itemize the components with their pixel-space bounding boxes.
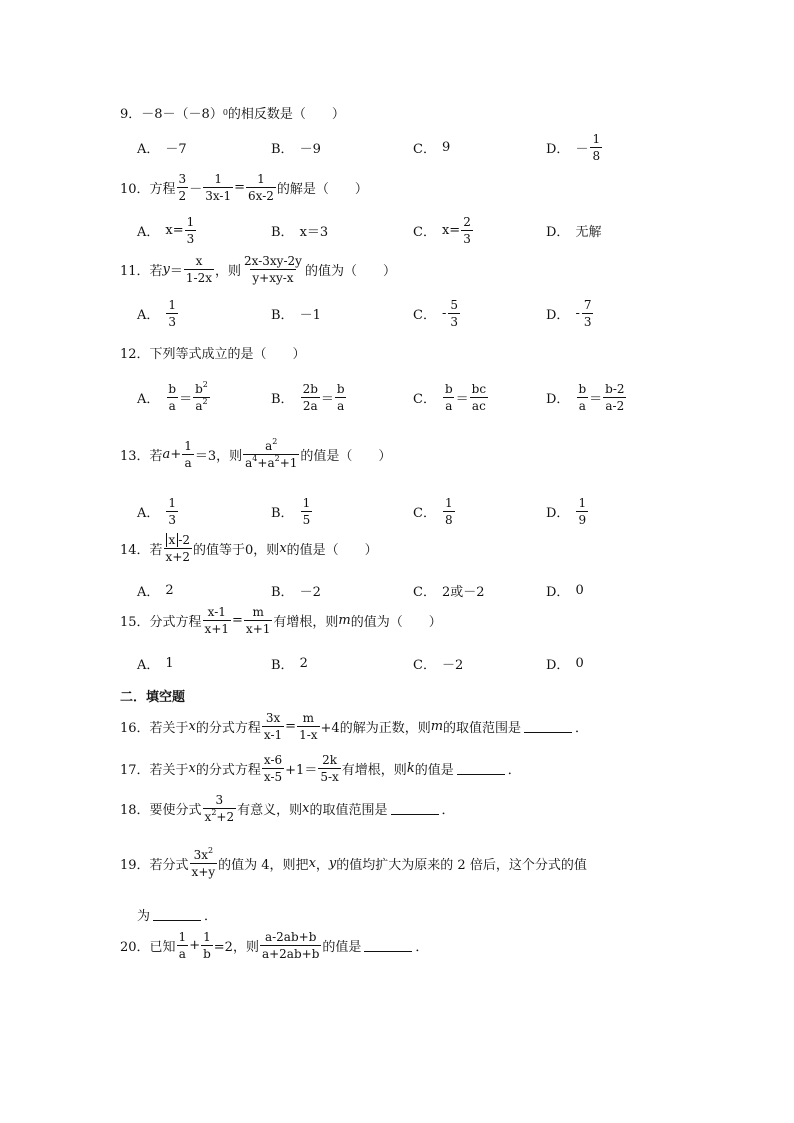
q17-fraction-1	[262, 753, 284, 784]
fraction-numerator: b	[336, 381, 345, 396]
exponent: 2	[208, 846, 214, 855]
q13-equals-3: ＝3，则	[194, 449, 243, 464]
q12-option-c[interactable]	[413, 377, 489, 417]
q11-fraction-2	[242, 254, 304, 285]
option-fraction-right	[335, 382, 347, 413]
q16-mid: 的分式方程	[195, 721, 261, 736]
option-sign: －	[575, 141, 589, 157]
option-value: －2	[441, 657, 464, 673]
option-fraction	[448, 298, 460, 329]
fraction-denominator: 3	[450, 314, 458, 329]
question-10-stem	[120, 172, 368, 203]
option-value: x＝3	[299, 224, 329, 240]
term: +a	[257, 456, 275, 470]
fraction-denominator: 3	[168, 512, 177, 527]
fraction-numerator: m	[252, 605, 264, 619]
fraction-numerator	[192, 848, 216, 863]
fraction-numerator: bc	[471, 381, 487, 396]
fraction-denominator: b	[203, 947, 211, 961]
fraction-numerator: 1	[203, 930, 211, 944]
fraction-numerator	[263, 439, 279, 454]
q18-mid: 有意义，则	[237, 803, 303, 818]
q10-option-b[interactable]	[271, 210, 328, 250]
q15-equals: =	[232, 613, 243, 628]
q17-mid: 的分式方程	[195, 763, 261, 778]
base: b	[195, 381, 203, 396]
q17-plus-one: +1＝	[285, 763, 318, 778]
fraction-numerator: 1	[184, 439, 192, 453]
fraction-denominator: a+2ab+b	[261, 947, 320, 961]
option-fraction	[582, 298, 594, 329]
q20-tail: 的值是	[322, 940, 362, 955]
question-17-stem	[120, 753, 521, 784]
fraction-denominator: 6x-2	[248, 189, 274, 203]
q14-option-d[interactable]	[546, 570, 584, 610]
fraction-denominator: x-5	[263, 770, 283, 784]
fraction-denominator: x-1	[263, 728, 283, 742]
option-fraction-left	[443, 382, 455, 413]
fraction-denominator: 3	[168, 314, 177, 329]
option-fraction-right	[603, 382, 626, 413]
fraction-denominator: 8	[444, 512, 453, 527]
q19-mid: 的值为 4，则把	[218, 858, 309, 873]
fraction-denominator	[203, 808, 237, 824]
q17-var-k: k	[406, 761, 415, 776]
q19-var-y: y	[328, 856, 337, 871]
q9-option-a[interactable]	[137, 127, 187, 167]
fraction-numerator: 1	[168, 495, 177, 510]
question-11-stem	[120, 254, 396, 285]
q20-plus: +	[189, 938, 201, 953]
q13-option-d[interactable]	[546, 491, 589, 531]
fraction-numerator: x-6	[263, 753, 283, 767]
option-fraction-right	[470, 382, 488, 413]
question-14-options	[137, 570, 737, 610]
q20-lead: 20．已知	[120, 940, 176, 955]
q9-option-d[interactable]	[546, 127, 603, 167]
fraction-numerator: 1	[186, 214, 195, 229]
fraction-numerator: 2x-3xy-2y	[244, 254, 302, 268]
exponent: 2	[272, 437, 278, 446]
option-prefix: x=	[441, 222, 461, 238]
option-label: A．	[137, 224, 160, 240]
option-value: －9	[299, 141, 321, 157]
q19-tail: 的值均扩大为原来的 2 倍后，这个分式的值	[336, 858, 587, 873]
question-13-stem	[120, 439, 391, 470]
q15-fraction-2	[244, 605, 272, 636]
base: x	[204, 810, 212, 824]
q13-lead: 13．若	[120, 449, 163, 464]
option-label: D．	[546, 505, 570, 521]
q12-option-d[interactable]	[546, 377, 628, 417]
option-value: －2	[299, 584, 321, 600]
q12-option-a[interactable]	[137, 377, 211, 417]
q17-end: ．	[507, 763, 521, 778]
option-fraction	[576, 496, 588, 527]
exponent: 2	[202, 396, 208, 406]
q11-option-c[interactable]	[413, 293, 461, 333]
question-20-stem	[120, 930, 428, 961]
q14-lead: 14．若	[120, 543, 163, 558]
fraction-numerator: 1	[257, 172, 265, 186]
q16-text: +4的解为正数，则	[320, 721, 431, 736]
q20-fraction-1	[177, 930, 189, 961]
exponent: 2	[211, 808, 217, 817]
option-label: C．	[413, 224, 436, 240]
fraction-denominator: ac	[471, 398, 486, 413]
fraction-denominator: 3x-1	[205, 189, 232, 203]
option-label: D．	[546, 307, 570, 323]
exponent: 2	[202, 379, 208, 389]
fraction-numerator: 1	[302, 495, 311, 510]
option-equals: ＝	[455, 391, 469, 407]
option-value: 2	[299, 655, 308, 671]
question-15-options	[137, 643, 737, 683]
q12-option-b[interactable]	[271, 377, 348, 417]
option-sign: -	[441, 305, 447, 321]
fraction-denominator: 5-x	[320, 770, 339, 784]
fraction-denominator: 3	[186, 231, 195, 246]
fraction-denominator: 1-2x	[185, 271, 213, 285]
option-label: C．	[413, 505, 436, 521]
q14-option-b[interactable]	[271, 570, 321, 610]
fraction-numerator	[164, 533, 192, 548]
fraction-denominator: x+y	[191, 865, 216, 879]
q15-option-c[interactable]	[413, 643, 463, 683]
fraction-denominator: 2a	[302, 398, 318, 413]
q11-fraction-1	[184, 254, 214, 285]
q17-answer-blank[interactable]	[457, 762, 505, 775]
option-equals: ＝	[320, 391, 334, 407]
q16-var-x: x	[188, 719, 196, 734]
fraction-numerator: b	[168, 381, 177, 396]
q15-tail: 的值为（ ）	[350, 615, 442, 630]
option-fraction	[166, 298, 178, 329]
question-19-stem	[120, 848, 587, 879]
q13-fraction-2	[243, 439, 299, 470]
option-fraction-left	[301, 382, 320, 413]
q20-answer-blank[interactable]	[364, 939, 412, 952]
q15-option-a[interactable]	[137, 643, 174, 683]
q20-equals-2: =2，则	[213, 940, 259, 955]
q15-mid: 有增根，则	[273, 615, 339, 630]
question-9-stem: 9．－8－（－8） 0 的相反数是（ ）	[120, 103, 345, 122]
fraction-numerator: 1	[168, 297, 177, 312]
q19-comma: ，	[315, 858, 329, 873]
fraction-denominator: x+1	[245, 622, 271, 636]
fraction-denominator: 3	[463, 231, 471, 246]
q14-option-c[interactable]	[413, 570, 485, 610]
option-label: D．	[546, 391, 570, 407]
option-label: B．	[271, 391, 294, 407]
option-fraction	[443, 496, 455, 527]
q13-option-c[interactable]	[413, 491, 456, 531]
q11-option-d[interactable]	[546, 293, 594, 333]
q10-option-c[interactable]	[413, 210, 474, 250]
fraction-numerator: 2b	[302, 381, 318, 396]
fraction-numerator: 1	[178, 930, 187, 944]
option-fraction	[590, 132, 602, 163]
q19-cont: 为	[137, 909, 151, 924]
option-label: B．	[271, 657, 294, 673]
fraction-numerator: 1	[578, 495, 587, 510]
base: a	[245, 456, 253, 470]
q9-text-a: 9．－8－（－8）	[120, 107, 223, 122]
question-19-continuation	[137, 905, 217, 924]
q16-fraction-2	[297, 711, 319, 742]
fraction-numerator	[193, 379, 210, 397]
q13-fraction-1	[182, 439, 194, 470]
option-value: 1	[165, 655, 174, 671]
q20-fraction-2	[201, 930, 213, 961]
q18-var-x: x	[302, 801, 310, 816]
fraction-numerator: 2	[463, 214, 471, 229]
q12-text: 12．下列等式成立的是（ ）	[120, 347, 306, 362]
fraction-denominator: a-2	[605, 398, 625, 413]
fraction-numerator: 1	[592, 131, 601, 146]
fraction-denominator: 2	[178, 189, 187, 203]
option-label: D．	[546, 224, 570, 240]
q13-option-b[interactable]	[271, 491, 313, 531]
fraction-numerator: 7	[583, 297, 592, 312]
option-value: －1	[299, 307, 321, 323]
q13-option-a[interactable]	[137, 491, 179, 531]
exponent: 2	[274, 454, 280, 463]
fraction-numerator: 3	[215, 793, 224, 807]
question-12-stem	[120, 343, 306, 362]
term: +1	[279, 456, 298, 470]
q20-fraction-3	[260, 930, 321, 961]
option-label: C．	[413, 307, 436, 323]
fraction-numerator: 2k	[322, 753, 338, 767]
fraction-numerator: x	[195, 254, 203, 268]
q10-fraction-1	[177, 172, 189, 203]
q10-fraction-2	[203, 172, 233, 203]
q13-var-a: a	[162, 447, 171, 462]
absolute-value: x	[166, 533, 179, 547]
q17-fraction-2	[318, 753, 340, 784]
fraction-denominator	[243, 454, 299, 470]
q16-end: ．	[575, 721, 589, 736]
option-label: D．	[546, 141, 570, 157]
question-10-options	[137, 210, 737, 250]
option-fraction	[301, 496, 313, 527]
option-sign: -	[575, 305, 580, 321]
option-label: B．	[271, 584, 294, 600]
option-fraction-left	[576, 382, 588, 413]
question-16-stem	[120, 711, 588, 742]
option-value: 0	[575, 582, 584, 598]
q11-var-y: y	[162, 262, 170, 277]
question-15-stem	[120, 605, 442, 636]
q9-option-c[interactable]	[413, 127, 450, 167]
fraction-numerator: m	[302, 711, 314, 725]
option-value: 2	[165, 582, 174, 598]
q14-fraction	[164, 533, 192, 564]
fraction-denominator: 5	[302, 512, 311, 527]
fraction-numerator: b	[444, 381, 453, 396]
fraction-numerator: 3	[178, 172, 187, 186]
q17-lead: 17．若关于	[120, 763, 189, 778]
question-11-options	[137, 293, 737, 333]
base: a	[265, 439, 273, 453]
fraction-denominator: a	[445, 398, 453, 413]
section-title-fill-in: 二．填空题	[120, 690, 186, 705]
q11-lead: 11．若	[120, 264, 163, 279]
fraction-denominator: a	[168, 398, 176, 413]
option-value: 2或－2	[441, 584, 485, 600]
q16-lead: 16．若关于	[120, 721, 189, 736]
q19-fraction	[190, 848, 218, 879]
q9-option-b[interactable]	[271, 127, 321, 167]
q11-equals: ＝	[169, 264, 183, 279]
option-fraction	[185, 215, 197, 246]
q15-var-m: m	[338, 613, 351, 628]
q9-text-b: 的相反数是（ ）	[227, 107, 345, 122]
question-14-stem	[120, 533, 378, 564]
term: +2	[216, 810, 235, 824]
q10-option-d[interactable]	[546, 210, 601, 250]
base: a	[195, 398, 203, 413]
option-label: A．	[137, 391, 160, 407]
term: -2	[178, 533, 191, 547]
fraction-denominator: 9	[578, 512, 587, 527]
fraction-denominator	[193, 397, 209, 413]
q18-lead: 18．要使分式	[120, 803, 202, 818]
q10-minus: －	[189, 182, 203, 197]
q18-answer-blank[interactable]	[391, 802, 439, 815]
fraction-numerator: 5	[450, 297, 458, 312]
fraction-denominator: 1-x	[299, 728, 318, 742]
q19-lead: 19．若分式	[120, 858, 189, 873]
option-value: 9	[441, 139, 451, 155]
q16-equals: =	[285, 719, 297, 734]
option-label: C．	[413, 141, 436, 157]
q10-option-a[interactable]	[137, 210, 197, 250]
fraction-denominator: a	[184, 456, 192, 470]
fraction-denominator: y+xy-x	[252, 271, 294, 285]
option-label: B．	[271, 505, 294, 521]
fraction-numerator: b	[578, 381, 587, 396]
option-label: B．	[271, 307, 294, 323]
option-value: －7	[165, 141, 187, 157]
q15-option-d[interactable]	[546, 643, 584, 683]
fraction-numerator: b-2	[605, 381, 625, 396]
fraction-denominator: a	[578, 398, 586, 413]
q19-answer-blank[interactable]	[153, 908, 201, 921]
option-fraction	[461, 215, 473, 246]
q14-var-x: x	[279, 541, 287, 556]
q17-var-x: x	[188, 761, 196, 776]
question-9-options	[137, 127, 737, 167]
q17-mid-2: 有增根，则	[341, 763, 407, 778]
q13-plus: +	[170, 447, 182, 462]
q16-var-m: m	[430, 719, 444, 734]
q10-fraction-3	[246, 172, 276, 203]
option-label: B．	[271, 224, 294, 240]
option-label: A．	[137, 307, 160, 323]
option-label: B．	[271, 141, 294, 157]
option-value: 0	[575, 655, 584, 671]
q18-tail: 的取值范围是	[309, 803, 388, 818]
fraction-denominator: x+2	[165, 550, 191, 564]
fraction-denominator: x+1	[204, 622, 230, 636]
q15-option-b[interactable]	[271, 643, 308, 683]
q11-tail: 的值为（ ）	[304, 264, 396, 279]
q18-end: ．	[441, 803, 455, 818]
fraction-denominator: 3	[583, 314, 592, 329]
fraction-numerator: 3x	[265, 711, 281, 725]
option-label: A．	[137, 141, 160, 157]
option-label: A．	[137, 584, 160, 600]
option-fraction	[166, 496, 178, 527]
question-18-stem	[120, 793, 455, 824]
question-13-options	[137, 491, 737, 531]
option-fraction-right	[193, 379, 210, 413]
q16-tail: 的取值范围是	[443, 721, 522, 736]
fraction-numerator: 1	[444, 495, 453, 510]
q15-fraction-1	[203, 605, 231, 636]
q11-option-a[interactable]	[137, 293, 179, 333]
base: 3x	[193, 848, 208, 862]
fraction-denominator: 8	[592, 148, 601, 163]
option-label: C．	[413, 657, 436, 673]
q10-tail: 的解是（ ）	[276, 182, 368, 197]
question-12-options	[137, 377, 737, 417]
q11-option-b[interactable]	[271, 293, 321, 333]
option-label: C．	[413, 391, 436, 407]
q14-tail: 的值是（ ）	[286, 543, 378, 558]
fraction-numerator: 1	[214, 172, 222, 186]
fraction-numerator: x-1	[207, 605, 226, 619]
q11-mid: ，则	[215, 264, 242, 279]
q14-option-a[interactable]	[137, 570, 174, 610]
option-equals: ＝	[179, 391, 193, 407]
option-prefix: x=	[165, 222, 184, 238]
q17-tail: 的值是	[414, 763, 454, 778]
option-label: C．	[413, 584, 436, 600]
option-label: D．	[546, 584, 570, 600]
fraction-numerator: a-2ab+b	[264, 930, 317, 944]
q20-end: ．	[415, 940, 429, 955]
q10-lead: 10．方程	[120, 182, 176, 197]
option-fraction-left	[166, 382, 178, 413]
option-label: D．	[546, 657, 570, 673]
q18-fraction	[203, 793, 237, 824]
option-label: A．	[137, 505, 160, 521]
q16-answer-blank[interactable]	[524, 720, 572, 733]
q16-fraction-1	[262, 711, 284, 742]
option-equals: ＝	[589, 391, 603, 407]
option-value: 无解	[575, 224, 602, 240]
fraction-denominator: a	[337, 398, 345, 413]
q13-tail: 的值是（ ）	[300, 449, 392, 464]
q19-end: ．	[204, 909, 218, 924]
fraction-denominator: a	[178, 947, 186, 961]
option-label: A．	[137, 657, 160, 673]
exponent: 4	[252, 454, 258, 463]
q15-lead: 15．分式方程	[120, 615, 202, 630]
q10-equals: =	[234, 180, 245, 195]
q14-mid: 的值等于0，则	[193, 543, 280, 558]
q19-var-x: x	[308, 856, 316, 871]
